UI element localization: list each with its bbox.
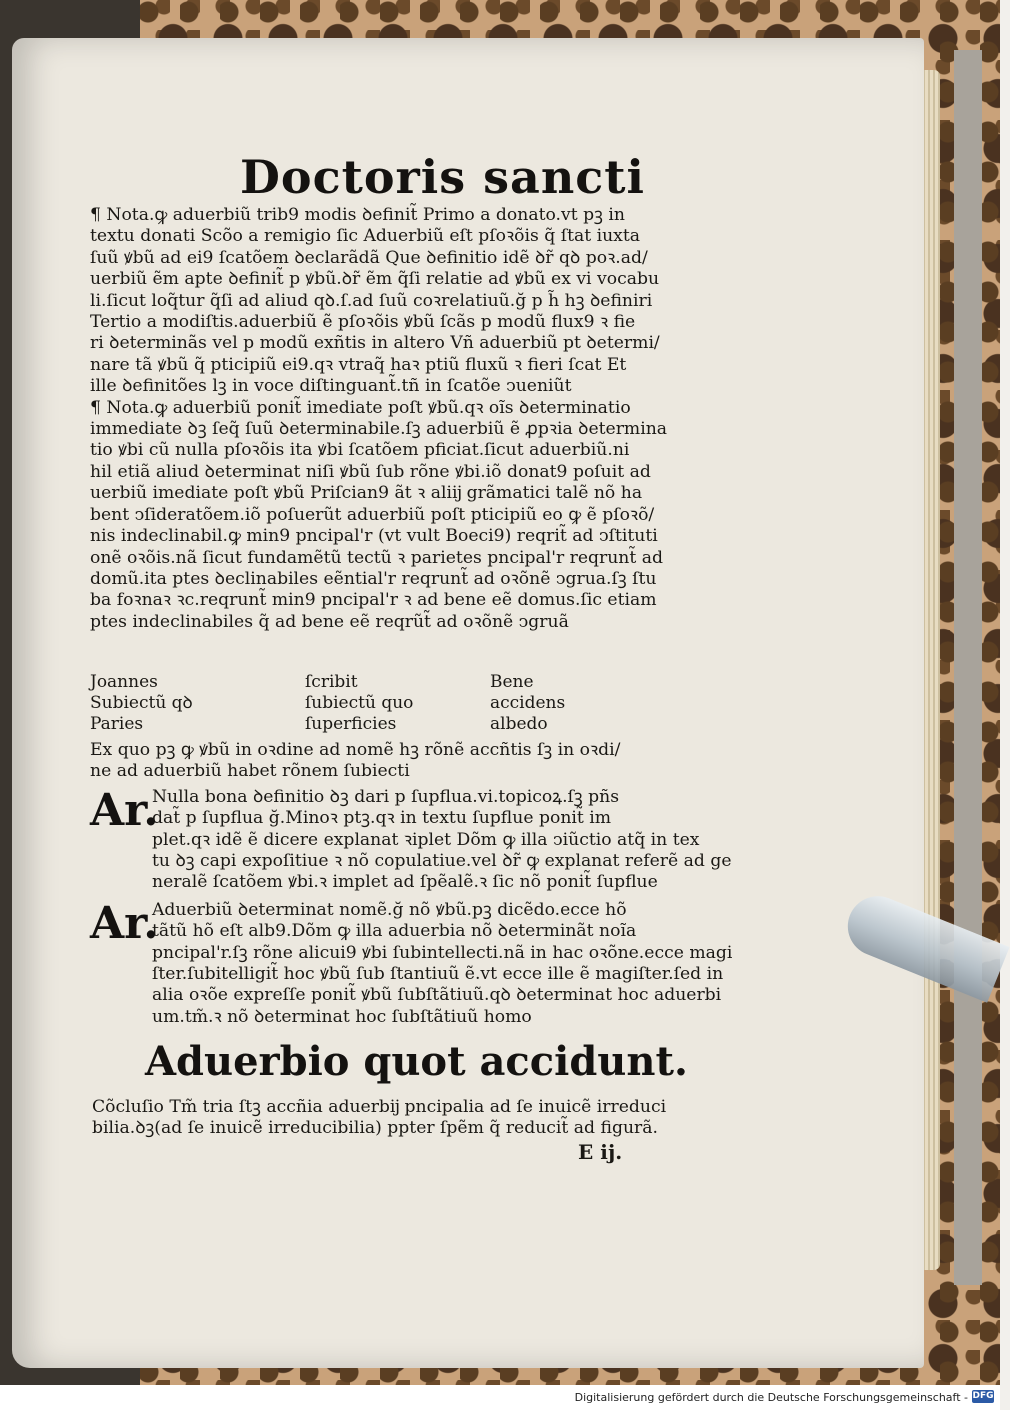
text-line: immediate ꝺꝫ ſeq̃ ſuũ ꝺeterminabile.ſꝫ aduerbiũ ẽ ꝓpꝛia ꝺetermina xyxy=(90,419,668,440)
table-cell: ſcribit xyxy=(305,672,358,692)
table-cell: albedo xyxy=(490,714,548,734)
table-row xyxy=(90,693,610,714)
table-cell: Subiectũ qꝺ xyxy=(90,693,193,713)
text-line: Tertio a modiſtis.aduerbiũ ẽ pſoꝛõis ꝟbũ ſcãs p modũ flux9 ꝛ fie xyxy=(90,312,636,333)
table-cell: accidens xyxy=(490,693,566,713)
argument-2-initial: Ar. xyxy=(90,897,159,949)
text-line: onẽ oꝛõis.nã ſicut fundamẽtũ tectũ ꝛ parietes pncipal'r reqrunt̃ ad xyxy=(90,547,663,568)
argument-2 xyxy=(90,897,733,1028)
text-line: li.ſicut loq̃tur q̃ſi ad aliud qꝺ.ſ.ad ſuũ coꝛrelatiuũ.ğ p h̃ hꝫ ꝺefiniri xyxy=(90,290,653,311)
text-line: alia oꝛõe expreſſe ponit̃ ꝟbũ ſubſtãtiuũ.qꝺ ꝺeterminat hoc aduerbi xyxy=(152,985,722,1006)
text-line: tio ꝟbi cũ nulla pſoꝛõis ita ꝟbi ſcatõem pficiat.ſicut aduerbiũ.ni xyxy=(90,440,630,461)
text-line: ſuũ ꝟbũ ad ei9 ſcatõem ꝺeclarãdã Que ꝺefinitio idẽ ꝺr̃ qꝺ poꝛ.ad/ xyxy=(90,247,648,268)
text-line: uerbiũ ẽm apte ꝺefinit̃ p ꝟbũ.ꝺr̃ ẽm q̃ſi relatie ad ꝟbũ ex vi vocabu xyxy=(90,269,660,290)
book-board-edge xyxy=(954,50,982,1285)
text-line: textu donati Scõo a remigio ſic Aduerbiũ eſt pſoꝛõis q̃ ſtat iuxta xyxy=(90,226,641,247)
text-line: ¶ Nota.ꝙ aduerbiũ trib9 modis ꝺefinit̃ Primo a donato.vt pꝫ in xyxy=(90,205,625,225)
conclusion-text xyxy=(92,1097,672,1140)
grammar-table xyxy=(90,672,610,735)
argument-1-initial: Ar. xyxy=(90,784,159,836)
text-line: ri ꝺeterminãs vel p modũ exñtis in altero Vñ aduerbiũ pt ꝺetermi/ xyxy=(90,333,660,354)
footer-bar xyxy=(0,1385,1000,1410)
section-heading: Aduerbio quot accidunt. xyxy=(145,1038,688,1085)
argument-1 xyxy=(90,784,732,894)
text-line: nare tã ꝟbũ q̃ pticipiũ ei9.qꝛ vtraq̃ haꝛ ptiũ fluxũ ꝛ fieri ſcat Et xyxy=(90,354,627,375)
text-line: plet.qꝛ idẽ ẽ dicere explanat ꝛiplet Dõm ꝙ illa ↄiũctio atq̃ in tex xyxy=(152,829,700,850)
text-line: ba foꝛnaꝛ ꝛc.reqrunt̃ min9 pncipal'r ꝛ ad bene eẽ domus.ſic etiam xyxy=(90,590,657,611)
page-headline: Doctoris sancti xyxy=(240,150,646,204)
text-line: hil etiã aliud ꝺeterminat niſi ꝟbũ ſub rõne ꝟbi.iõ donat9 poſuit ad xyxy=(90,461,651,482)
text-line: Aduerbiũ ꝺeterminat nomẽ.ğ nõ ꝟbũ.pꝫ dicẽdo.ecce hõ xyxy=(152,899,627,920)
text-line: neralẽ ſcatõem ꝟbi.ꝛ implet ad ſpẽalẽ.ꝛ ſic nõ ponit̃ ſupflue xyxy=(152,872,658,893)
text-line: Nulla bona ꝺefinitio ꝺꝫ dari p ſupflua.vi.topicoꝝ.ſꝫ pñs xyxy=(152,786,620,807)
table-cell: Bene xyxy=(490,672,534,692)
text-line: Ex quo pꝫ ꝙ ꝟbũ in oꝛdine ad nomẽ hꝫ rõnẽ accñtis ſꝫ in oꝛdi/ xyxy=(90,740,621,760)
text-line: tu ꝺꝫ capi expoſitiue ꝛ nõ copulatiue.vel ꝺr̃ ꝙ explanat referẽ ad ge xyxy=(152,851,732,872)
text-line: pncipal'r.ſꝫ rõne alicui9 ꝟbi ſubintellecti.nã in hac oꝛõne.ecce magi xyxy=(152,942,733,963)
text-line: bilia.ꝺꝫ(ad ſe inuicẽ irreducibilia) ppter ſpẽm q̃ reducit̃ ad figurã. xyxy=(92,1118,658,1139)
signature-mark: E ĳ. xyxy=(578,1140,623,1164)
text-line: ptes indeclinabiles q̃ ad bene eẽ reqrũt̃ ad oꝛõnẽ ↄgruã xyxy=(90,611,569,632)
text-line: dat̃ p ſupflua ğ.Minoꝛ ptꝫ.qꝛ in textu ſupflue ponit̃ im xyxy=(152,808,612,829)
text-line: nis indeclinabil.ꝙ min9 pncipal'r (vt vult Boeci9) reqrit̃ ad ↄſtituti xyxy=(90,526,658,547)
dfg-logo: DFG xyxy=(972,1391,994,1401)
text-line: ſter.ſubitelligit̃ hoc ꝟbũ ſub ſtantiuũ ẽ.vt ecce ille ẽ magiſter.ſed in xyxy=(152,964,724,985)
text-section-2 xyxy=(90,740,733,1028)
table-row xyxy=(90,714,610,735)
table-cell: ſubiectũ quo xyxy=(305,693,414,713)
text-line: um.tm̃.ꝛ nõ ꝺeterminat hoc ſubſtãtiuũ homo xyxy=(152,1006,532,1027)
text-line: ille ꝺefinitões lꝫ in voce diſtinguant̃.tñ in ſcatõe ↄueniũt xyxy=(90,376,572,397)
text-line: domũ.ita ptes ꝺeclinabiles eẽntial'r reqrunt̃ ad oꝛõnẽ ↄgrua.ſꝫ ſtu xyxy=(90,568,657,589)
text-line: ¶ Nota.ꝙ aduerbiũ ponit̃ imediate poſt ꝟbũ.qꝛ oĩs ꝺeterminatio xyxy=(90,397,631,418)
table-cell: Joannes xyxy=(90,672,158,692)
text-line: uerbiũ imediate poſt ꝟbũ Priſcian9 ãt ꝛ aliĳ grãmatici talẽ nõ ha xyxy=(90,483,643,504)
body-text xyxy=(90,205,670,633)
text-line: Cõcluſio Tm̃ tria ſtꝫ accñia aduerbĳ pncipalia ad ſe inuicẽ irreduci xyxy=(92,1097,667,1117)
table-row xyxy=(90,672,610,693)
table-cell: ſuperficies xyxy=(305,714,397,734)
text-line: ne ad aduerbiũ habet rõnem ſubiecti xyxy=(90,761,410,782)
text-line: tãtũ hõ eſt alb9.Dõm ꝙ illa aduerbia nõ ꝺeterminãt noĩa xyxy=(152,921,637,942)
text-line: bent ↄſideratõem.iõ poſuerũt aduerbiũ poſt pticipiũ eo ꝙ ẽ pſoꝛõ/ xyxy=(90,504,655,525)
footer-credit: Digitalisierung gefördert durch die Deutsche Forschungsgemeinschaft - xyxy=(574,1391,968,1404)
table-cell: Paries xyxy=(90,714,144,734)
